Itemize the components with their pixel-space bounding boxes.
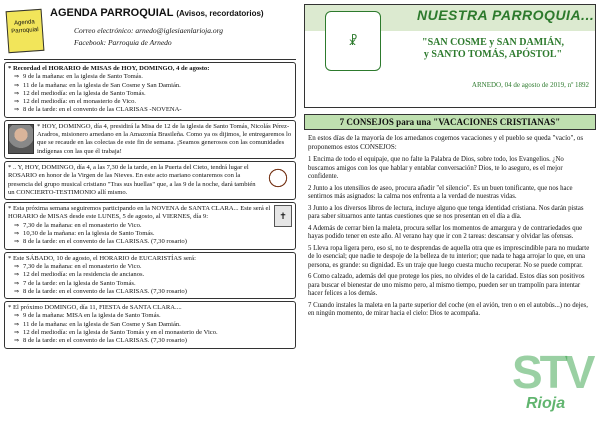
saturday-intro: * Este SÁBADO, 10 de agosto, el HORARIO de EUCARISTÍAS será: xyxy=(8,254,196,262)
novena-intro: * Esta próxima semana seguiremos participando en la NOVENA de SANTA CLARA... Este será el HORARIO de MISAS desde este LUNES, 5 de agosto, al VIERNES, día 9: xyxy=(8,205,271,221)
list-item: ⇒ 7,30 de la mañana: en el monasterio de Vico. xyxy=(14,262,142,270)
agenda-facebook: Facebook: Parroquia de Arnedo xyxy=(74,38,172,47)
list-item: ⇒ 9 de la mañana: en la iglesia de Santo Tomás. xyxy=(14,73,143,81)
masses-today-block xyxy=(4,62,296,118)
list-item: 3 Junto a los diversos libros de lectura, incluye alguno que tenga identidad cristiana. Nos darán pistas para saber situarnos ante tantas cuestiones que se nos presentan en el día a día. xyxy=(308,204,584,220)
list-item: ⇒ 8 de la tarde: en el convento de las CLARISAS. (7,30 rosario) xyxy=(14,287,187,295)
stv-rioja-watermark xyxy=(512,346,593,413)
list-item: ⇒ 12 del mediodía: en la iglesia de Santo Tomás. xyxy=(14,89,146,97)
watermark-stv: STV xyxy=(512,346,593,398)
list-item: ⇒ 8 de la tarde: en el convento de las CLARISAS. (7,30 rosario) xyxy=(14,238,187,246)
saturday-block xyxy=(4,252,296,299)
arrow-icon: ⇒ xyxy=(14,81,20,89)
list-item: 5 Lleva ropa ligera pero, eso sí, no te desprendas de aquella otra que es imprescindible para no mudarte de lo esencial; que nadie te despoje de la belleza de tu interior; que nada te haga arrojar lo que, en una persona, es grande: su dignidad. Es un traje que luego cuesta mucho recuperar. No se puede comprar. xyxy=(308,244,590,269)
right-page xyxy=(304,4,596,423)
list-item: ⇒ 12 del mediodía: en la iglesia de Santo Tomás y en el monasterio de Vico. xyxy=(14,329,218,337)
issue-date: ARNEDO, 04 de agosto de 2019, nº 1892 xyxy=(471,81,589,89)
list-item: 4 Además de cerrar bien la maleta, procura sellar los momentos de amargura y de contrariedades que hayas podido tener en este año. Al verano hay que ir con 2 tareas: descansar y olvidar las ofensas. xyxy=(308,224,583,240)
agenda-title-main: AGENDA PARROQUIAL xyxy=(50,7,174,19)
parish-title: NUESTRA PARROQUIA... xyxy=(417,7,595,23)
arrow-icon: ⇒ xyxy=(14,221,20,229)
agenda-header xyxy=(4,4,296,60)
next-sunday-intro: * El próximo DOMINGO, día 11, FIESTA de SANTA CLARA.... xyxy=(8,304,182,312)
arrow-icon: ⇒ xyxy=(14,329,20,337)
arrow-icon: ⇒ xyxy=(14,98,20,106)
arrow-icon: ⇒ xyxy=(14,106,20,114)
section-heading: 7 CONSEJOS para una "VACACIONES CRISTIANAS" xyxy=(304,114,596,130)
list-item: 2 Junto a los utensilios de aseo, procura añadir "el silencio". Es un buen tonificante, que nos hace sentirnos más asignados: la calma nos enfrenta a la verdad de nuestras vidas. xyxy=(308,184,573,200)
arrow-icon: ⇒ xyxy=(14,230,20,238)
list-item: ⇒ 7 de la tarde: en la iglesia de Santo Tomás. xyxy=(14,279,136,287)
agenda-title xyxy=(50,7,264,19)
arrow-icon: ⇒ xyxy=(14,73,20,81)
list-item: ⇒ 12 del mediodía: en el monasterio de Vico. xyxy=(14,98,137,106)
arrow-icon: ⇒ xyxy=(14,238,20,246)
parish-name: "SAN COSME y SAN DAMIÁN, y SANTO TOMÁS, APÓSTOL" xyxy=(422,37,564,60)
arrow-icon: ⇒ xyxy=(14,89,20,97)
list-item: ⇒ 11 de la mañana: en la iglesia de San Cosme y San Damián. xyxy=(14,320,181,328)
list-item: ⇒ 9 de la mañana: MISA en la iglesia de Santo Tomás. xyxy=(14,312,161,320)
rosary-text: * .. Y, HOY, DOMINGO, día 4, a las 7,30 de la tarde, en la Puerta del Cieto, tendrá lugar el ROSARIO en honor de la Virgen de las Nieves. En este acto mariano contaremos con la presencia del grupo musical cristiano "Tras sus huellas" que, a las 9 de la noche, dará también un CONCIERTO-TESTIMONIO allí mismo. xyxy=(8,163,256,196)
agenda-title-sub: (Avisos, recordatorios) xyxy=(176,9,264,18)
arrow-icon: ⇒ xyxy=(14,337,20,345)
next-sunday-block xyxy=(4,301,296,348)
chi-rho-icon: ☧ xyxy=(325,11,381,71)
list-item: ⇒ 7,30 de la mañana: en el monasterio de Vico. xyxy=(14,221,142,229)
arrow-icon: ⇒ xyxy=(14,271,20,279)
rosary-image xyxy=(264,164,292,192)
list-item: ⇒ 11 de la mañana: en la iglesia de San Cosme y San Damián. xyxy=(14,81,181,89)
arrow-icon: ⇒ xyxy=(14,312,20,320)
novena-block xyxy=(4,202,296,249)
santa-clara-image: ✝ xyxy=(274,205,292,227)
parish-header xyxy=(304,4,596,108)
missionary-text: * HOY, DOMINGO, día 4, presidirá la Misa de 12 de la iglesia de Santo Tomás, Nicolás Pérez-Aradros, misionero arnedano en la Amazonía Brasileña. Como ya os dijimos, le entregaremos lo que se recaude en las colectas de este fin de semana. ¡Seamos generosos con las comunidades indígenas con las que él trabaja! xyxy=(37,122,292,155)
missionary-photo xyxy=(8,124,34,154)
left-page xyxy=(4,4,296,423)
agenda-email: Correo electrónico: arnedo@iglesiaenlarioja.org xyxy=(74,26,224,35)
masses-today-intro: * Recordad el HORARIO de MISAS de HOY, DOMINGO, 4 de agosto: xyxy=(8,65,210,72)
list-item: 7 Cuando instales la maleta en la parte superior del coche (en el avión, tren o en el autobús...) no dejes, en ningún momento, de mirar hacia el cielo: Dios te acompaña. xyxy=(308,301,588,317)
watermark-rioja: Rioja xyxy=(526,395,566,412)
list-item: ⇒ 8 de la tarde: en el convento de las CLARISAS -NOVENA- xyxy=(14,106,182,114)
missionary-block xyxy=(4,120,296,159)
list-item: 1 Encima de todo el equipaje, que no falte la Palabra de Dios, sobre todo, los Evangelios. ¿No buscamos amigos con los que hablar y entablar conversación? Dios, te lo aseguro, es el mejor confidente. xyxy=(308,156,564,180)
arrow-icon: ⇒ xyxy=(14,279,20,287)
rosary-block xyxy=(4,161,296,200)
arrow-icon: ⇒ xyxy=(14,287,20,295)
list-item: ⇒ 12 del mediodía: en la residencia de ancianos. xyxy=(14,271,145,279)
arrow-icon: ⇒ xyxy=(14,262,20,270)
section-intro: En estos días de la mayoría de los arnedanos cogemos vacaciones y el pueblo se queda "vacío", os proponemos estos CONSEJOS: xyxy=(308,134,584,151)
list-item: ⇒ 10,30 de la mañana: en la iglesia de Santo Tomás. xyxy=(14,230,155,238)
agenda-logo: Agenda Parroquial xyxy=(6,9,45,53)
arrow-icon: ⇒ xyxy=(14,320,20,328)
list-item: 6 Como calzado, además del que protege los pies, no olvides el de la caridad. Estos días son positivos para buscar el bienestar de uno mismo pero, al mismo tiempo, pueden ser un trampolín para intentar hacer felices a los demás. xyxy=(308,273,585,297)
list-item: ⇒ 8 de la tarde: en el convento de las CLARISAS. (7,30 rosario) xyxy=(14,337,187,345)
